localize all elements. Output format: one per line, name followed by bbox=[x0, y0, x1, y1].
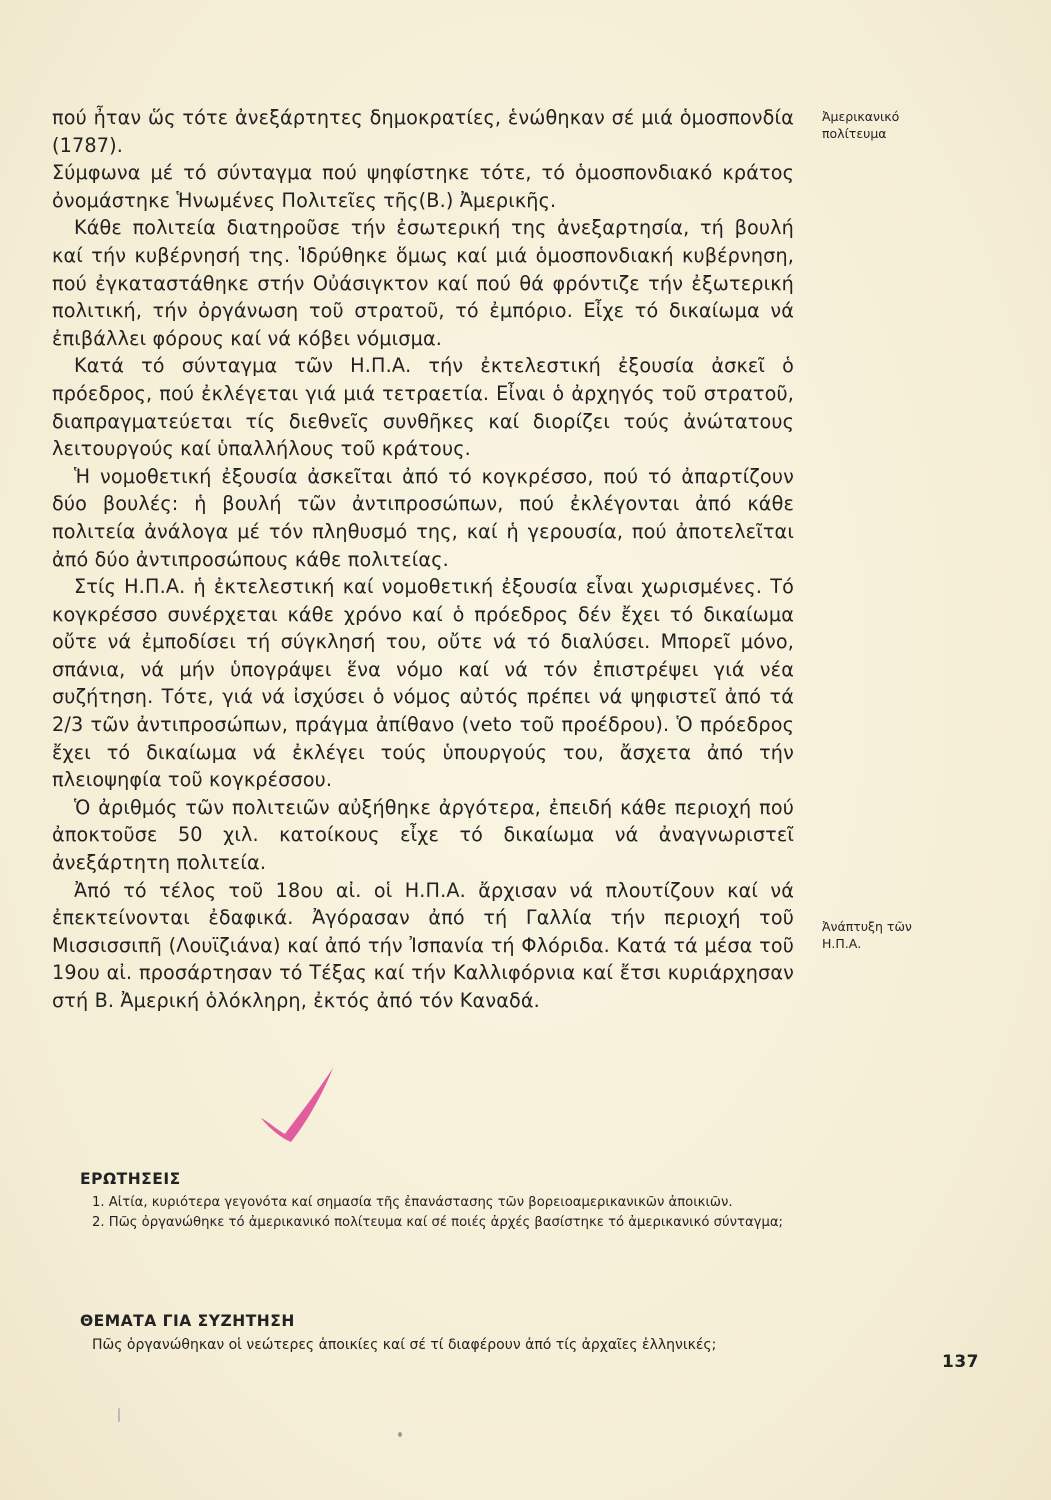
question-item: 1. Αἰτία, κυριότερα γεγονότα καί σημασία τῆς ἐπανάστασης τῶν βορειοαμερικανικῶν ἀποικιῶν. bbox=[92, 1195, 733, 1210]
page-number: 137 bbox=[942, 1352, 979, 1372]
paragraph: πού ἦταν ὥς τότε ἀνεξάρτητες δημοκρατίες, ἑνώθηκαν σέ μιά ὁμοσπονδία (1787). bbox=[52, 106, 794, 157]
discussion-text: Πῶς ὀργανώθηκαν οἱ νεώτερες ἀποικίες καί σέ τί διαφέρουν ἀπό τίς ἀρχαῖες ἑλληνικές; bbox=[92, 1337, 717, 1353]
question-item: 2. Πῶς ὀργανώθηκε τό ἀμερικανικό πολίτευμα καί σέ ποιές ἀρχές βασίστηκε τό ἀμερικανικό σύνταγμα; bbox=[92, 1215, 783, 1230]
pink-check-stroke bbox=[261, 1068, 333, 1142]
paragraph: Ἀπό τό τέλος τοῦ 18ου αἰ. οἱ Η.Π.Α. ἄρχισαν νά πλουτίζουν καί νά ἐπεκτείνονται ἐδαφικά. Ἀγόρασαν ἀπό τή Γαλλία τήν περιοχή τοῦ Μισσισσιπῆ (Λουϊζιάνα) καί ἀπό τήν Ἰσπανία τή Φλόριδα. Κατά τά μέσα τοῦ 19ου αἰ. προσάρτησαν τό Τέξας καί τήν Καλλιφόρνια καί ἔτσι κυριάρχησαν στή Β. Ἀμερική ὁλόκληρη, ἐκτός ἀπό τόν Καναδά. bbox=[52, 878, 794, 1012]
paragraph: Ἡ νομοθετική ἐξουσία ἀσκεῖται ἀπό τό κογκρέσσο, πού τό ἀπαρτίζουν δύο βουλές: ἡ βουλή τῶν ἀντιπροσώπων, πού ἐκλέγονται ἀπό κάθε πολιτεία ἀνάλογα μέ τόν πληθυσμό της, καί ἡ γερουσία, πού ἀποτελεῖται ἀπό δύο ἀντιπροσώπους κάθε πολιτείας. bbox=[52, 464, 794, 571]
paragraph: Στίς Η.Π.Α. ἡ ἐκτελεστική καί νομοθετική ἐξουσία εἶναι χωρισμένες. Τό κογκρέσσο συνέρχεται κάθε χρόνο καί ὁ πρόεδρος δέν ἔχει τό δικαίωμα οὔτε νά ἐμποδίσει τή σύγκλησή του, οὔτε νά τό διαλύσει. Μπορεῖ μόνο, σπάνια, νά μήν ὑπογράψει ἕνα νόμο καί νά τόν ἐπιστρέψει γιά νέα συζήτηση. Τότε, γιά νά ἰσχύσει ὁ νόμος αὐτός πρέπει νά ψηφιστεῖ ἀπό τά 2/3 τῶν ἀντιπροσώπων, πράγμα ἀπίθανο (veto τοῦ προέδρου). Ὁ πρόεδρος ἔχει τό δικαίωμα νά ἐκλέγει τούς ὑπουργούς του, ἄσχετα ἀπό τήν πλειοψηφία τοῦ κογκρέσσου. bbox=[52, 575, 794, 792]
margin-note-american-polity: Ἀμερικανικό πολίτευμα bbox=[822, 109, 900, 141]
discussion-title: ΘΕΜΑΤΑ ΓΙΑ ΣΥΖΗΤΗΣΗ bbox=[80, 1312, 295, 1330]
paragraph: Κατά τό σύνταγμα τῶν Η.Π.Α. τήν ἐκτελεστική ἐξουσία ἀσκεῖ ὁ πρόεδρος, πού ἐκλέγεται γιά μιά τετραετία. Εἶναι ὁ ἀρχηγός τοῦ στρατοῦ, διαπραγματεύεται τίς διεθνεῖς συνθῆκες καί διορίζει τούς ἀνώτατους λειτουργούς καί ὑπαλλήλους τοῦ κράτους. bbox=[52, 354, 794, 461]
pink-check-mark bbox=[255, 1060, 355, 1150]
questions-list bbox=[80, 1193, 800, 1233]
questions-title: ΕΡΩΤΗΣΕΙΣ bbox=[80, 1170, 181, 1188]
paragraph: Ὁ ἀριθμός τῶν πολιτειῶν αὐξήθηκε ἀργότερα, ἐπειδή κάθε περιοχή πού ἀποκτοῦσε 50 χιλ. κατοίκους εἶχε τό δικαίωμα νά ἀναγνωριστεῖ ἀνεξάρτητη πολιτεία. bbox=[52, 795, 794, 875]
main-text-body bbox=[52, 104, 794, 1015]
paper-speck bbox=[118, 1408, 120, 1422]
margin-note-us-development: Ἀνάπτυξη τῶν Η.Π.Α. bbox=[822, 919, 912, 951]
paper-speck bbox=[398, 1432, 402, 1437]
paragraph: Κάθε πολιτεία διατηροῦσε τήν ἐσωτερική της ἀνεξαρτησία, τή βουλή καί τήν κυβέρνησή της. Ἱδρύθηκε ὅμως καί μιά ὁμοσπονδιακή κυβέρνηση, πού ἐγκαταστάθηκε στήν Οὐάσιγκτον καί πού θά φρόντιζε τήν ἐξωτερική πολιτική, τήν ὀργάνωση τοῦ στρατοῦ, τό ἐμπόριο. Εἶχε τό δικαίωμα νά ἐπιβάλλει φόρους καί νά κόβει νόμισμα. bbox=[52, 216, 794, 350]
paragraph: Σύμφωνα μέ τό σύνταγμα πού ψηφίστηκε τότε, τό ὁμοσπονδιακό κράτος ὀνομάστηκε Ἡνωμένες Πολιτεῖες τῆς(Β.) Ἀμερικῆς. bbox=[52, 161, 794, 212]
